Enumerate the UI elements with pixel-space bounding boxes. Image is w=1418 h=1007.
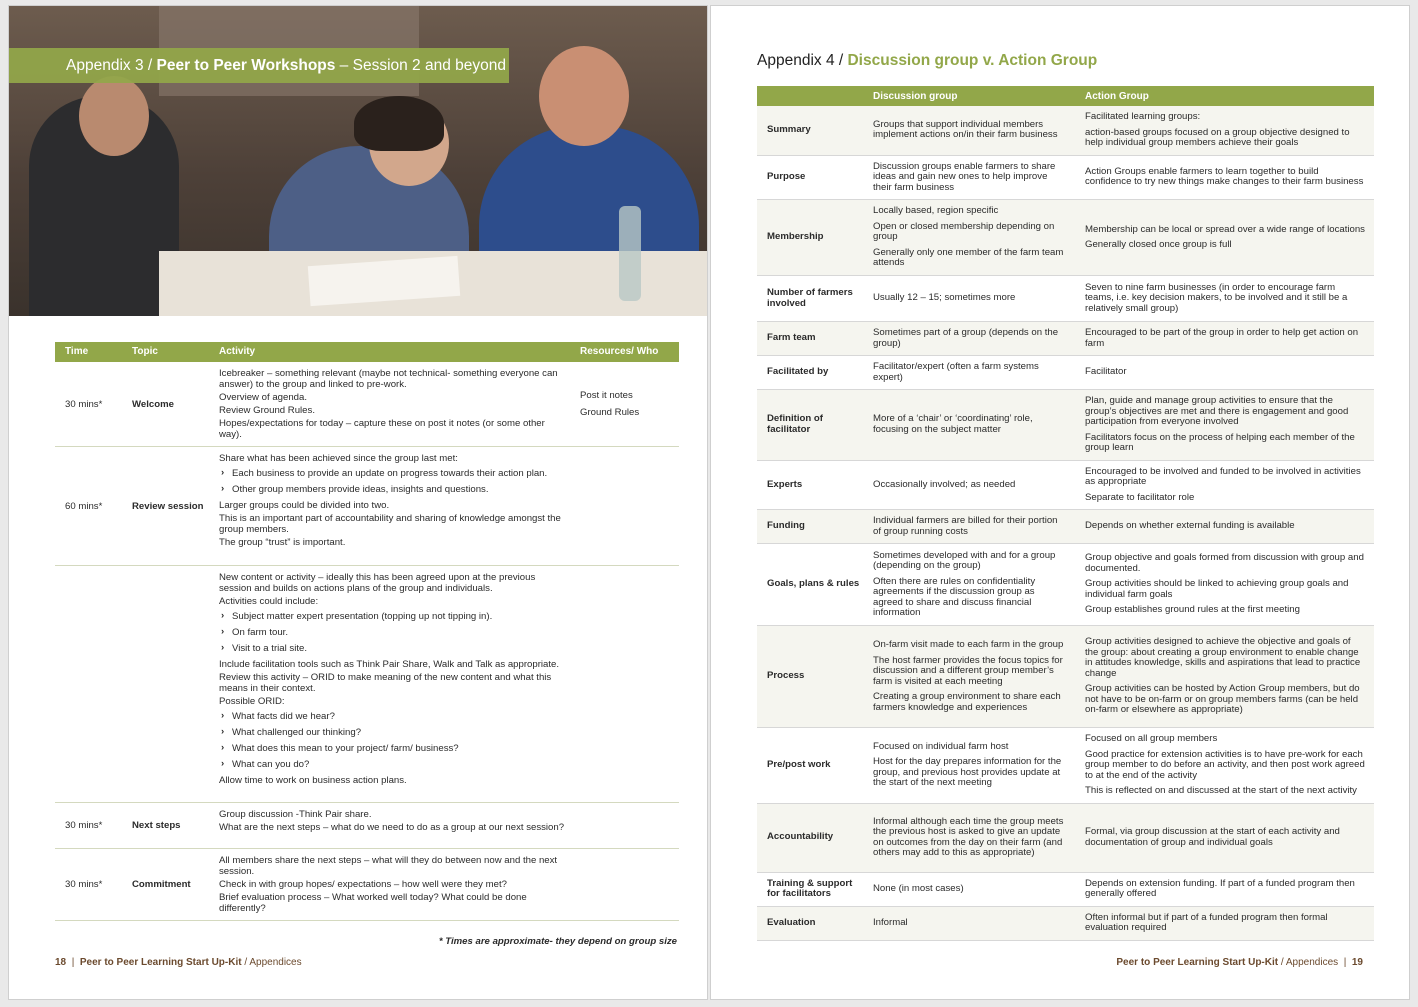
discussion-group-cell bbox=[863, 626, 1075, 727]
cell-line: Occasionally involved; as needed bbox=[873, 478, 1016, 490]
action-group-cell bbox=[1075, 544, 1374, 625]
cell-line: action-based groups focused on a group objective designed to help individual group members achieve their goals bbox=[1085, 126, 1350, 148]
resources-cell bbox=[570, 447, 679, 565]
table-row bbox=[757, 156, 1374, 201]
cell-line: Group establishes ground rules at the first meeting bbox=[1085, 604, 1300, 616]
action-group-cell bbox=[1075, 356, 1374, 389]
workshop-table-header bbox=[55, 342, 679, 362]
bullet-item: › Each business to provide an update on progress towards their action plan. bbox=[219, 468, 570, 479]
cell-line: Separate to facilitator role bbox=[1085, 491, 1195, 503]
row-label: Summary bbox=[767, 124, 811, 135]
action-group-cell bbox=[1075, 200, 1374, 275]
row-label: Purpose bbox=[767, 171, 806, 182]
cell-line: Groups that support individual members implement actions on/in their farm business bbox=[873, 118, 1058, 141]
cell-line: Often informal but if part of a funded program then formal evaluation required bbox=[1085, 911, 1328, 933]
table-row bbox=[757, 728, 1374, 804]
topic-cell bbox=[122, 566, 209, 802]
header-time: Time bbox=[65, 346, 89, 357]
activity-line: Overview of agenda. bbox=[219, 392, 307, 403]
activity-line: Allow time to work on business action plans. bbox=[219, 775, 407, 786]
comparison-table-header bbox=[757, 86, 1374, 106]
page-right bbox=[710, 5, 1410, 1000]
cell-line: Focused on all group members bbox=[1085, 733, 1218, 744]
discussion-group-cell bbox=[863, 106, 1075, 155]
table-row bbox=[55, 849, 679, 921]
cell-line: Facilitated learning groups: bbox=[1085, 111, 1201, 122]
activity-line: Hopes/expectations for today – capture these on post it notes (or some other way). bbox=[219, 418, 545, 440]
activity-line: What are the next steps – what do we need to do as a group at our next session? bbox=[219, 822, 565, 833]
action-group-cell bbox=[1075, 156, 1374, 200]
discussion-group-cell bbox=[863, 356, 1075, 389]
cell-line: Locally based, region specific bbox=[873, 205, 999, 217]
cell-line: Focused on individual farm host bbox=[873, 740, 1009, 752]
table-row bbox=[757, 106, 1374, 156]
discussion-group-cell bbox=[863, 276, 1075, 321]
cell-line: Usually 12 – 15; sometimes more bbox=[873, 292, 1016, 304]
cell-line: Discussion groups enable farmers to share ideas and gain new ones to help improve their farm business bbox=[873, 160, 1056, 193]
action-group-cell bbox=[1075, 510, 1374, 543]
header-action-group: Action Group bbox=[1085, 91, 1149, 102]
activity-cell bbox=[209, 362, 570, 446]
table-row bbox=[55, 803, 679, 849]
activity-line: Review Ground Rules. bbox=[219, 405, 315, 416]
resources-cell bbox=[570, 803, 679, 848]
table-row bbox=[55, 362, 679, 447]
table-row bbox=[757, 544, 1374, 626]
resources-cell bbox=[570, 362, 679, 446]
row-label: Membership bbox=[767, 231, 824, 243]
activity-line: Possible ORID: bbox=[219, 696, 285, 707]
cell-line: This is reflected on and discussed at the start of the next activity bbox=[1085, 785, 1357, 796]
discussion-group-cell bbox=[863, 200, 1075, 275]
cell-line: Open or closed membership depending on group bbox=[873, 220, 1055, 243]
bullet-item: › Visit to a trial site. bbox=[219, 643, 570, 654]
bullet-item: › Other group members provide ideas, insights and questions. bbox=[219, 484, 570, 495]
activity-line: This is an important part of accountability and sharing of knowledge amongst the group members. bbox=[219, 513, 561, 535]
cell-line: Generally only one member of the farm team attends bbox=[873, 246, 1064, 269]
cell-line: Encouraged to be part of the group in order to help get action on farm bbox=[1085, 327, 1359, 349]
table-row bbox=[757, 907, 1374, 941]
bullet-item: › What challenged our thinking? bbox=[219, 727, 570, 738]
action-group-cell bbox=[1075, 873, 1374, 906]
table-row bbox=[757, 200, 1374, 276]
action-group-cell bbox=[1075, 907, 1374, 940]
row-label: Goals, plans & rules bbox=[767, 578, 860, 590]
footer-left: 18 | Peer to Peer Learning Start Up-Kit / Appendices bbox=[55, 957, 302, 968]
cell-line: On-farm visit made to each farm in the group bbox=[873, 639, 1064, 650]
activity-cell bbox=[209, 566, 570, 802]
discussion-group-cell bbox=[863, 907, 1075, 940]
cell-line: Facilitators focus on the process of helping each member of the group learn bbox=[1085, 431, 1355, 453]
discussion-group-cell bbox=[863, 322, 1075, 355]
time-cell: 30 mins* bbox=[65, 820, 103, 831]
page-left bbox=[8, 5, 708, 1000]
cell-line: Group activities should be linked to achieving group goals and individual farm goals bbox=[1085, 578, 1349, 600]
activity-line: New content or activity – ideally this has been agreed upon at the previous session and builds on actions plans of the group and individuals. bbox=[219, 572, 536, 594]
cell-line: Sometimes developed with and for a group (depending on the group) bbox=[873, 549, 1056, 571]
discussion-group-cell bbox=[863, 728, 1075, 803]
discussion-group-cell bbox=[863, 156, 1075, 200]
resources-cell bbox=[570, 566, 679, 802]
cell-line: Sometimes part of a group (depends on the group) bbox=[873, 327, 1059, 349]
times-note: * Times are approximate- they depend on group size bbox=[438, 936, 677, 947]
cell-line: Formal, via group discussion at the start of each activity and documentation of group and individual goals bbox=[1085, 826, 1340, 848]
activity-cell bbox=[209, 803, 570, 848]
row-label: Experts bbox=[767, 478, 803, 490]
bullet-item: › Subject matter expert presentation (topping up not tipping in). bbox=[219, 611, 570, 622]
cell-line: Membership can be local or spread over a wide range of locations bbox=[1085, 223, 1365, 235]
activity-line: Review this activity – ORID to make meaning of the new content and what this means in their context. bbox=[219, 672, 552, 694]
activity-line: Check in with group hopes/ expectations – how well were they met? bbox=[219, 879, 507, 890]
table-row bbox=[757, 804, 1374, 873]
table-row bbox=[55, 447, 679, 566]
cell-line: Often there are rules on confidentiality agreements if the discussion group as agreed to share and discuss financial information bbox=[873, 575, 1036, 618]
table-row bbox=[757, 873, 1374, 907]
topic-cell: Next steps bbox=[132, 820, 181, 831]
table-row bbox=[757, 510, 1374, 544]
resource-item: Post it notes bbox=[580, 390, 633, 401]
bullet-item: › What does this mean to your project/ farm/ business? bbox=[219, 743, 570, 754]
cell-line: None (in most cases) bbox=[873, 882, 964, 894]
cell-line: More of a ‘chair’ or ‘coordinating’ role, focusing on the subject matter bbox=[873, 413, 1033, 435]
cell-line: Informal although each time the group meets the previous host is asked to give an update on outcomes from the day on their farm (and others may add to this as appropriate) bbox=[873, 815, 1064, 858]
table-row bbox=[55, 566, 679, 803]
table-row bbox=[757, 276, 1374, 322]
row-label: Definition of facilitator bbox=[767, 413, 823, 435]
discussion-group-cell bbox=[863, 461, 1075, 510]
action-group-cell bbox=[1075, 322, 1374, 355]
appendix-4-title: Appendix 4 / Discussion group v. Action Group bbox=[757, 52, 1098, 69]
cell-line: Seven to nine farm businesses (in order to encourage farm teams, i.e. key decision makers, to be involved and it still be a relatively small group) bbox=[1085, 281, 1348, 314]
row-label: Farm team bbox=[767, 332, 816, 344]
time-cell: 60 mins* bbox=[65, 500, 103, 512]
header-topic: Topic bbox=[132, 346, 158, 357]
topic-cell: Welcome bbox=[132, 398, 174, 410]
action-group-cell bbox=[1075, 728, 1374, 803]
action-group-cell bbox=[1075, 276, 1374, 321]
row-label: Training & support for facilitators bbox=[767, 877, 853, 899]
appendix-3-banner: Appendix 3 / Peer to Peer Workshops – Session 2 and beyond bbox=[9, 48, 509, 83]
discussion-group-cell bbox=[863, 804, 1075, 872]
action-group-cell bbox=[1075, 390, 1374, 460]
resource-item: Ground Rules bbox=[580, 407, 640, 418]
cell-line: Individual farmers are billed for their portion of group running costs bbox=[873, 515, 1058, 537]
cell-line: Depends on whether external funding is available bbox=[1085, 520, 1295, 532]
cell-line: The host farmer provides the focus topics for discussion and a different group member’s farm is visited at each meeting bbox=[873, 654, 1063, 687]
cell-line: Group activities can be hosted by Action Group members, but do not have to be on-farm or on group members farms (can be held on-farm or elsewhere as appropriate) bbox=[1085, 683, 1360, 716]
cell-line: Encouraged to be involved and funded to be involved in activities as appropriate bbox=[1085, 465, 1361, 487]
cell-line: Host for the day prepares information for the group, and previous host provides update at the start of the next meeting bbox=[873, 756, 1062, 789]
cell-line: Depends on extension funding. If part of a funded program then generally offered bbox=[1085, 877, 1355, 899]
action-group-cell bbox=[1075, 106, 1374, 155]
activity-line: Include facilitation tools such as Think Pair Share, Walk and Talk as appropriate. bbox=[219, 659, 560, 670]
cell-line: Group objective and goals formed from discussion with group and documented. bbox=[1085, 552, 1364, 574]
discussion-group-cell bbox=[863, 544, 1075, 625]
table-row bbox=[757, 356, 1374, 390]
activity-line: Larger groups could be divided into two. bbox=[219, 500, 390, 511]
activity-line: All members share the next steps – what will they do between now and the next session. bbox=[219, 855, 558, 877]
topic-cell: Commitment bbox=[132, 879, 191, 890]
activity-line: Icebreaker – something relevant (maybe not technical- something everyone can answer) to the group and linked to pre-work. bbox=[219, 368, 558, 390]
table-row bbox=[757, 461, 1374, 511]
action-group-cell bbox=[1075, 804, 1374, 872]
cell-line: Facilitator/expert (often a farm systems expert) bbox=[873, 361, 1039, 383]
row-label: Facilitated by bbox=[767, 366, 829, 378]
row-label: Funding bbox=[767, 520, 805, 532]
activity-cell bbox=[209, 849, 570, 920]
table-row bbox=[757, 322, 1374, 356]
time-cell: 30 mins* bbox=[65, 879, 103, 890]
comparison-table bbox=[757, 86, 1374, 941]
bullet-item: › On farm tour. bbox=[219, 627, 570, 638]
activity-cell bbox=[209, 447, 570, 565]
activity-line: Brief evaluation process – What worked well today? What could be done differently? bbox=[219, 892, 527, 914]
topic-cell: Review session bbox=[132, 500, 204, 512]
cell-line: Generally closed once group is full bbox=[1085, 239, 1232, 250]
table-row bbox=[757, 390, 1374, 461]
row-label: Pre/post work bbox=[767, 759, 831, 770]
action-group-cell bbox=[1075, 626, 1374, 727]
cell-line: Facilitator bbox=[1085, 366, 1127, 378]
header-activity: Activity bbox=[219, 346, 256, 357]
time-cell bbox=[55, 566, 122, 802]
discussion-group-cell bbox=[863, 510, 1075, 543]
resources-cell bbox=[570, 849, 679, 920]
activity-line: Group discussion -Think Pair share. bbox=[219, 809, 372, 820]
cell-line: Action Groups enable farmers to learn together to build confidence to try new things make changes to their farm business bbox=[1085, 165, 1364, 188]
cell-line: Group activities designed to achieve the objective and goals of the group: about creating a group environment to enable change in attitudes knowledge, skills and aspirations that lead to practice change bbox=[1085, 636, 1361, 679]
cell-line: Good practice for extension activities is to have pre-work for each group member to do before an activity, and then post work agreed to at the end of the activity bbox=[1085, 748, 1365, 781]
workshop-table bbox=[55, 342, 679, 921]
header-blank bbox=[757, 86, 863, 106]
activity-line: The group “trust” is important. bbox=[219, 537, 346, 548]
bullet-item: › What can you do? bbox=[219, 759, 570, 770]
table-row bbox=[757, 626, 1374, 728]
discussion-group-cell bbox=[863, 390, 1075, 460]
row-label: Number of farmers involved bbox=[767, 287, 853, 309]
header-resources: Resources/ Who bbox=[580, 346, 659, 357]
activity-line: Activities could include: bbox=[219, 596, 319, 607]
discussion-group-cell bbox=[863, 873, 1075, 906]
footer-right: Peer to Peer Learning Start Up-Kit / Appendices | 19 bbox=[1116, 957, 1363, 968]
header-discussion-group: Discussion group bbox=[873, 91, 958, 102]
activity-line: Share what has been achieved since the group last met: bbox=[219, 453, 458, 464]
cell-line: Creating a group environment to share each farmers knowledge and experiences bbox=[873, 691, 1061, 713]
action-group-cell bbox=[1075, 461, 1374, 510]
bullet-item: › What facts did we hear? bbox=[219, 711, 570, 722]
cell-line: Informal bbox=[873, 916, 908, 928]
row-label: Evaluation bbox=[767, 916, 816, 928]
cell-line: Plan, guide and manage group activities to ensure that the group’s objectives are met and there is engagement and good participation from everyone involved bbox=[1085, 395, 1349, 427]
time-cell: 30 mins* bbox=[65, 398, 103, 410]
row-label: Accountability bbox=[767, 831, 834, 843]
row-label: Process bbox=[767, 670, 805, 682]
